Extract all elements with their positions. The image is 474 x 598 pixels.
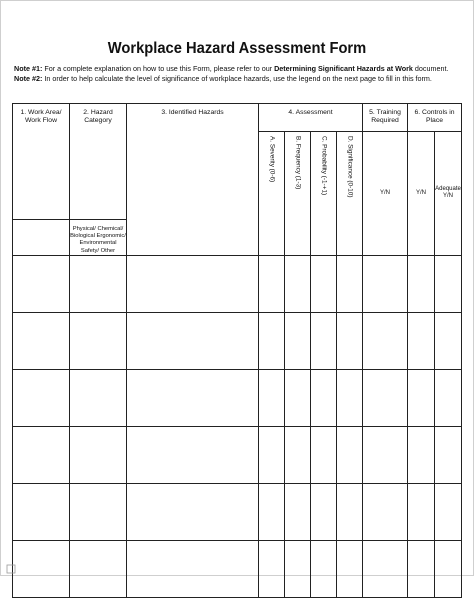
work-area-cell[interactable] (13, 255, 70, 312)
significance-cell[interactable] (337, 369, 363, 426)
frequency-cell[interactable] (285, 369, 311, 426)
significance-cell[interactable] (337, 483, 363, 540)
controls-cell[interactable] (408, 312, 435, 369)
work-area-cell[interactable] (13, 369, 70, 426)
severity-cell[interactable] (259, 312, 285, 369)
header-significance (337, 132, 363, 256)
header-severity (259, 132, 285, 256)
frequency-cell[interactable] (285, 483, 311, 540)
header-probability (311, 132, 337, 256)
severity-cell[interactable] (259, 426, 285, 483)
header-frequency (285, 132, 311, 256)
table-row (13, 312, 462, 369)
work-area-cell[interactable] (13, 540, 70, 597)
training-cell[interactable] (363, 255, 408, 312)
probability-cell[interactable] (311, 255, 337, 312)
note-1-text-start: For a complete explanation on how to use this Form, please refer to our (42, 64, 275, 73)
probability-cell[interactable] (311, 540, 337, 597)
hazard-category-cell[interactable] (70, 426, 127, 483)
table-row (13, 483, 462, 540)
hazard-category-cell[interactable] (70, 540, 127, 597)
note-1 (14, 64, 464, 73)
table-row (13, 540, 462, 597)
significance-cell[interactable] (337, 426, 363, 483)
training-cell[interactable] (363, 312, 408, 369)
severity-cell[interactable] (259, 483, 285, 540)
controls-yn-label: Y/N (408, 132, 435, 256)
training-cell[interactable] (363, 369, 408, 426)
training-cell[interactable] (363, 540, 408, 597)
frequency-cell[interactable] (285, 312, 311, 369)
table-row (13, 255, 462, 312)
severity-label: A. Severity (0-6) (268, 136, 276, 183)
identified-hazards-cell[interactable] (127, 369, 259, 426)
adequate-cell[interactable] (435, 255, 462, 312)
controls-cell[interactable] (408, 426, 435, 483)
form-title: Workplace Hazard Assessment Form (107, 40, 367, 57)
work-area-cell[interactable] (13, 312, 70, 369)
header-assessment: 4. Assessment (259, 104, 363, 132)
header-training-required: 5. Training Required (363, 104, 408, 132)
note-1-document-link: Determining Significant Hazards at Work (274, 64, 413, 73)
probability-cell[interactable] (311, 312, 337, 369)
note-1-label: Note #1: (14, 64, 43, 73)
severity-cell[interactable] (259, 255, 285, 312)
adequate-cell[interactable] (435, 540, 462, 597)
table-row (13, 426, 462, 483)
hazard-category-options: Physical/ Chemical/ Biological Ergonomic/ Environmental Safety/ Other (70, 220, 127, 256)
document-icon (6, 564, 16, 574)
table-row (13, 369, 462, 426)
adequate-cell[interactable] (435, 312, 462, 369)
hazard-assessment-table (12, 103, 462, 598)
identified-hazards-cell[interactable] (127, 540, 259, 597)
header-hazard-category: 2. Hazard Category (70, 104, 127, 220)
training-cell[interactable] (363, 426, 408, 483)
frequency-label: B. Frequency (1-3) (294, 136, 302, 190)
significance-cell[interactable] (337, 312, 363, 369)
identified-hazards-cell[interactable] (127, 255, 259, 312)
identified-hazards-cell[interactable] (127, 426, 259, 483)
frequency-cell[interactable] (285, 426, 311, 483)
header-work-area: 1. Work Area/ Work Flow (13, 104, 70, 220)
work-area-cell[interactable] (13, 426, 70, 483)
significance-label: D. Significance (0-10) (346, 136, 354, 198)
significance-cell[interactable] (337, 255, 363, 312)
header-identified-hazards: 3. Identified Hazards (127, 104, 259, 256)
adequate-yn-label: Adequate Y/N (435, 132, 462, 256)
severity-cell[interactable] (259, 369, 285, 426)
adequate-cell[interactable] (435, 369, 462, 426)
hazard-category-cell[interactable] (70, 483, 127, 540)
identified-hazards-cell[interactable] (127, 483, 259, 540)
probability-cell[interactable] (311, 483, 337, 540)
controls-cell[interactable] (408, 369, 435, 426)
controls-cell[interactable] (408, 255, 435, 312)
severity-cell[interactable] (259, 540, 285, 597)
frequency-cell[interactable] (285, 255, 311, 312)
header-work-area-spacer (13, 220, 70, 256)
note-2-label: Note #2: (14, 74, 43, 83)
work-area-cell[interactable] (13, 483, 70, 540)
training-yn-label: Y/N (363, 132, 408, 256)
controls-cell[interactable] (408, 540, 435, 597)
controls-cell[interactable] (408, 483, 435, 540)
training-cell[interactable] (363, 483, 408, 540)
hazard-category-cell[interactable] (70, 369, 127, 426)
header-controls-in-place: 6. Controls in Place (408, 104, 462, 132)
identified-hazards-cell[interactable] (127, 312, 259, 369)
adequate-cell[interactable] (435, 483, 462, 540)
note-1-text-end: document. (412, 64, 449, 73)
significance-cell[interactable] (337, 540, 363, 597)
probability-cell[interactable] (311, 426, 337, 483)
adequate-cell[interactable] (435, 426, 462, 483)
probability-label: C. Probability (-1-+1) (320, 136, 328, 196)
hazard-category-cell[interactable] (70, 255, 127, 312)
frequency-cell[interactable] (285, 540, 311, 597)
hazard-category-cell[interactable] (70, 312, 127, 369)
note-2 (14, 74, 464, 83)
note-2-text: In order to help calculate the level of significance of workplace hazards, use the legend on the next page to fill in this form. (42, 74, 432, 83)
form-rows (13, 255, 462, 597)
probability-cell[interactable] (311, 369, 337, 426)
